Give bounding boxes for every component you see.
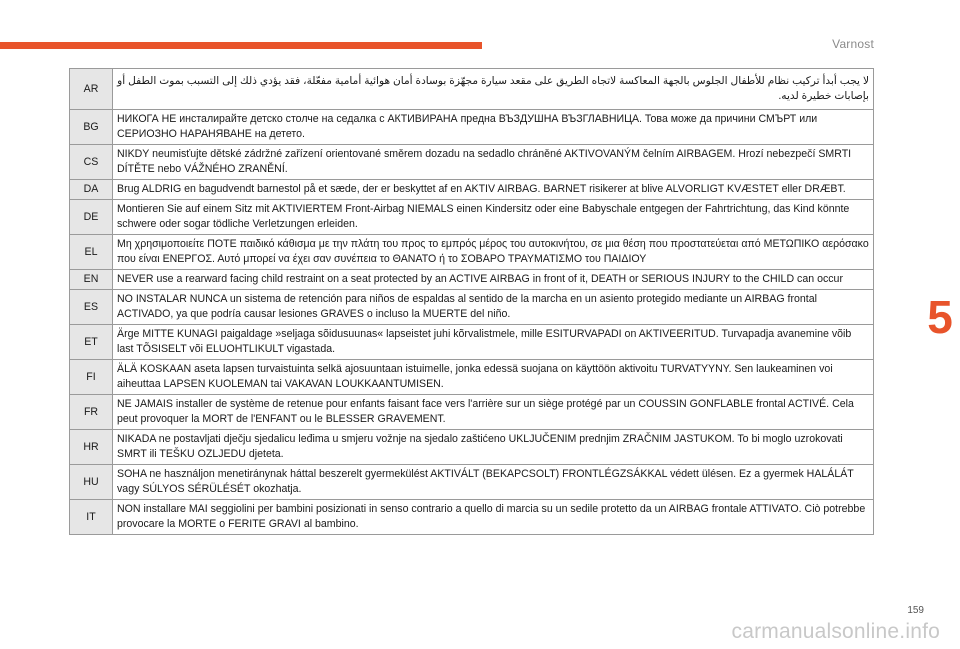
warning-text-cell: لا يجب أبدأ تركيب نظام للأطفال الجلوس بالجهة المعاكسة لاتجاه الطريق على مقعد سيارة مجهّزة بوسادة أمان هوائية أمامية مفعّلة، فقد يؤدي ذلك إلى التسبب بموت الطفل أو بإصابات خطيرة لديه. [113, 69, 874, 110]
language-code-cell: DA [70, 180, 113, 200]
table-row [70, 500, 874, 535]
table-row [70, 430, 874, 465]
warning-text-cell: Ärge MITTE KUNAGI paigaldage »seljaga sõidusuunas« lapseistet juhi kõrvalistmele, mille ESITURVAPADI on AKTIVEERITUD. Turvapadja avanemine võib last TÕSISELT või ELUOHTLIKULT vigastada. [113, 325, 874, 360]
warning-text-cell: NON installare MAI seggiolini per bambini posizionati in senso contrario a quello di marcia su un sedile protetto da un AIRBAG frontale ATTIVATO. Ciò potrebbe provocare la MORTE o FERITE GRAVI al bambino. [113, 500, 874, 535]
table-row [70, 465, 874, 500]
language-code-cell: DE [70, 200, 113, 235]
language-code-cell: ES [70, 290, 113, 325]
language-code-cell: FI [70, 360, 113, 395]
warning-text-cell: НИКОГА НЕ инсталирайте детско столче на седалка с АКТИВИРАНА предна ВЪЗДУШНА ВЪЗГЛАВНИЦА. Това може да причини СМЪРТ или СЕРИОЗНО НАРАНЯВАНЕ на детето. [113, 110, 874, 145]
language-code-cell: IT [70, 500, 113, 535]
warning-text-cell: NIKDY neumisťujte dětské zádržné zařízení orientované směrem dozadu na sedadlo chráněné AKTIVOVANÝM čelním AIRBAGEM. Hrozí nebezpečí SMRTI DÍTĚTE nebo VÁŽNÉHO ZRANĚNÍ. [113, 145, 874, 180]
language-code-cell: ET [70, 325, 113, 360]
brand-label: Varnost [832, 37, 874, 51]
language-code-cell: FR [70, 395, 113, 430]
warning-text-cell: Μη χρησιμοποιείτε ΠΟΤΕ παιδικό κάθισμα με την πλάτη του προς το εμπρός μέρος του αυτοκινήτου, σε μια θέση που προστατεύεται από ΜΕΤΩΠΙΚΟ αερόσακο που είναι ΕΝΕΡΓΟΣ. Αυτό μπορεί να έχει σαν συνέπεια το ΘΑΝΑΤΟ ή το ΣΟΒΑΡΟ ΤΡΑΥΜΑΤΙΣΜΟ του ΠΑΙΔΙΟΥ [113, 235, 874, 270]
language-code-cell: HR [70, 430, 113, 465]
warning-text-cell: NE JAMAIS installer de système de retenue pour enfants faisant face vers l'arrière sur un siège protégé par un COUSSIN GONFLABLE frontal ACTIVÉ. Cela peut provoquer la MORT de l'ENFANT ou le BLESSER GRAVEMENT. [113, 395, 874, 430]
language-code-cell: AR [70, 69, 113, 110]
language-code-cell: BG [70, 110, 113, 145]
language-warning-table-container [69, 68, 874, 535]
language-code-cell: HU [70, 465, 113, 500]
accent-bar [0, 42, 482, 49]
page-number: 159 [907, 605, 924, 616]
warning-text-cell: SOHA ne használjon menetiránynak háttal beszerelt gyermekülést AKTIVÁLT (BEKAPCSOLT) FRONTLÉGZSÁKKAL védett ülésen. Ez a gyermek HALÁLÁT vagy SÚLYOS SÉRÜLÉSÉT okozhatja. [113, 465, 874, 500]
table-row [70, 110, 874, 145]
table-row [70, 360, 874, 395]
warning-text-cell: ÄLÄ KOSKAAN aseta lapsen turvaistuinta selkä ajosuuntaan istuimelle, jonka edessä suojana on käyttöön aktivoitu TURVATYYNY. Sen laukeaminen voi aiheuttaa LAPSEN KUOLEMAN tai VAKAVAN LOUKKAANTUMISEN. [113, 360, 874, 395]
language-code-cell: CS [70, 145, 113, 180]
warning-text-cell: NO INSTALAR NUNCA un sistema de retención para niños de espaldas al sentido de la marcha en un asiento protegido mediante un AIRBAG frontal ACTIVADO, ya que podría causar lesiones GRAVES o incluso la MUERTE del niño. [113, 290, 874, 325]
watermark: carmanualsonline.info [731, 620, 940, 643]
warning-text-cell: NEVER use a rearward facing child restraint on a seat protected by an ACTIVE AIRBAG in front of it, DEATH or SERIOUS INJURY to the CHILD can occur [113, 270, 874, 290]
warning-text-cell: Montieren Sie auf einem Sitz mit AKTIVIERTEM Front-Airbag NIEMALS einen Kindersitz oder eine Babyschale entgegen der Fahrtrichtung, das Kind könnte schwere oder sogar tödliche Verletzungen erleiden. [113, 200, 874, 235]
table-row [70, 200, 874, 235]
table-row [70, 69, 874, 110]
table-row [70, 290, 874, 325]
table-row [70, 145, 874, 180]
table-body [70, 69, 874, 535]
warning-text-cell: Brug ALDRIG en bagudvendt barnestol på et sæde, der er beskyttet af en AKTIV AIRBAG. BARNET risikerer at blive ALVORLIGT KVÆSTET eller DRÆBT. [113, 180, 874, 200]
table-row [70, 325, 874, 360]
table-row [70, 270, 874, 290]
warning-text-cell: NIKADA ne postavljati dječju sjedalicu leđima u smjeru vožnje na sjedalo zaštićeno UKLJUČENIM prednjim ZRAČNIM JASTUKOM. To bi moglo uzrokovati SMRT ili TEŠKU OZLJEDU djeteta. [113, 430, 874, 465]
language-code-cell: EN [70, 270, 113, 290]
chapter-number: 5 [927, 291, 953, 343]
table-row [70, 180, 874, 200]
table-row [70, 395, 874, 430]
language-warning-table [69, 68, 874, 535]
language-code-cell: EL [70, 235, 113, 270]
table-row [70, 235, 874, 270]
